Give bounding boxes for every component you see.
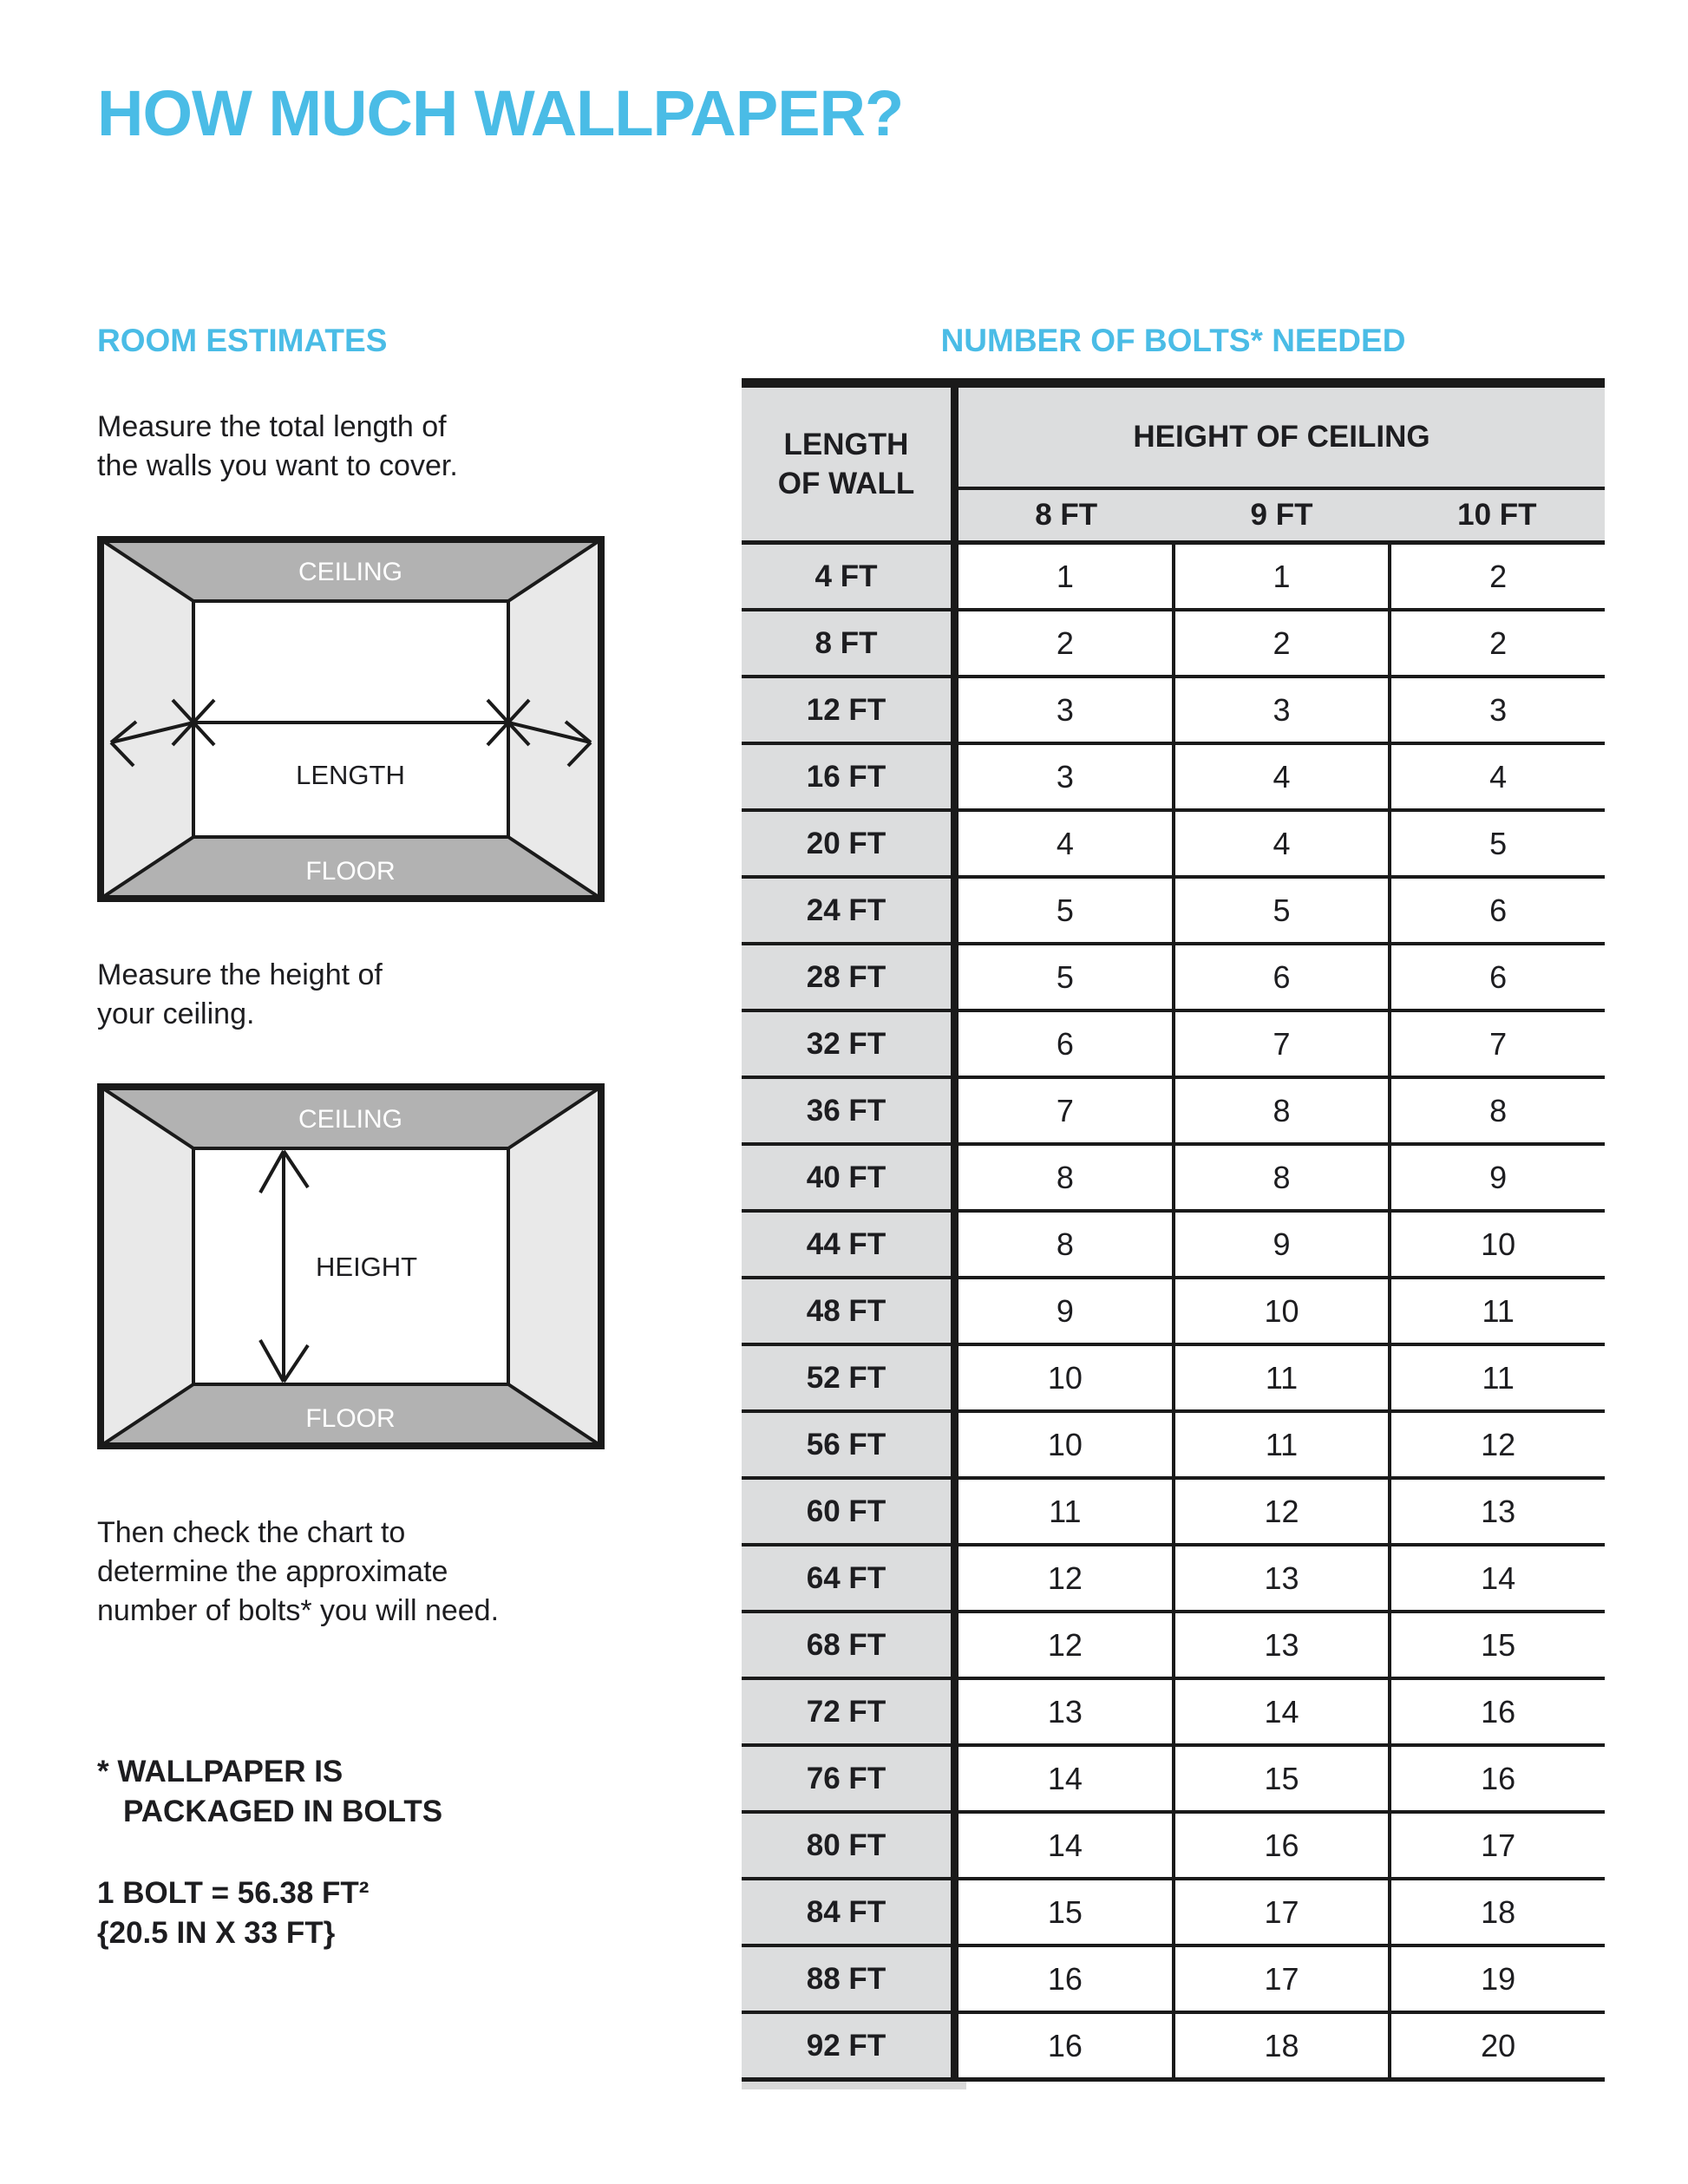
row-label-wall-length: 76 FT xyxy=(742,1747,958,1810)
bolts-value-8ft: 15 xyxy=(958,1880,1172,1944)
table-header-right xyxy=(958,388,1605,540)
footnote-line: PACKAGED IN BOLTS xyxy=(123,1795,443,1828)
row-label-wall-length: 12 FT xyxy=(742,678,958,742)
bolts-value-10ft: 11 xyxy=(1388,1346,1605,1409)
bolts-value-10ft: 19 xyxy=(1388,1947,1605,2011)
table-row xyxy=(742,945,1605,1012)
row-label-wall-length: 48 FT xyxy=(742,1279,958,1343)
row-label-wall-length: 92 FT xyxy=(742,2014,958,2077)
bolts-value-8ft: 1 xyxy=(958,545,1172,608)
bolts-value-10ft: 13 xyxy=(1388,1480,1605,1543)
table-row xyxy=(742,611,1605,678)
row-label-wall-length: 72 FT xyxy=(742,1680,958,1743)
table-bottom-stub xyxy=(742,2082,966,2089)
length-label: LENGTH xyxy=(296,760,405,790)
bolt-table xyxy=(742,378,1605,2089)
bolts-value-9ft: 18 xyxy=(1172,2014,1389,2077)
bolts-value-9ft: 2 xyxy=(1172,611,1389,675)
bolts-value-9ft: 16 xyxy=(1172,1814,1389,1877)
table-row xyxy=(742,1546,1605,1613)
bolts-value-10ft: 6 xyxy=(1388,945,1605,1009)
bolts-value-10ft: 17 xyxy=(1388,1814,1605,1877)
bolts-value-8ft: 16 xyxy=(958,2014,1172,2077)
row-label-wall-length: 36 FT xyxy=(742,1079,958,1142)
bolts-value-9ft: 11 xyxy=(1172,1346,1389,1409)
bolt-size-line: 1 BOLT = 56.38 FT² xyxy=(97,1876,370,1910)
table-row xyxy=(742,1613,1605,1680)
table-row xyxy=(742,879,1605,945)
bolts-footnote xyxy=(97,1752,626,1832)
row-label-wall-length: 40 FT xyxy=(742,1146,958,1209)
bolts-value-8ft: 3 xyxy=(958,678,1172,742)
bolts-value-8ft: 3 xyxy=(958,745,1172,808)
bolt-table-body xyxy=(742,545,1605,2082)
table-row xyxy=(742,812,1605,879)
bolts-value-10ft: 4 xyxy=(1388,745,1605,808)
bolts-value-8ft: 10 xyxy=(958,1346,1172,1409)
bolts-value-10ft: 14 xyxy=(1388,1546,1605,1610)
bolts-value-9ft: 5 xyxy=(1172,879,1389,942)
table-row xyxy=(742,745,1605,812)
bolts-value-8ft: 7 xyxy=(958,1079,1172,1142)
bolts-value-10ft: 2 xyxy=(1388,611,1605,675)
bolts-value-10ft: 12 xyxy=(1388,1413,1605,1476)
bolts-value-9ft: 17 xyxy=(1172,1880,1389,1944)
row-label-wall-length: 24 FT xyxy=(742,879,958,942)
bolts-value-9ft: 9 xyxy=(1172,1213,1389,1276)
bolts-value-8ft: 5 xyxy=(958,945,1172,1009)
instruction-measure-length xyxy=(97,408,626,486)
bolts-value-10ft: 8 xyxy=(1388,1079,1605,1142)
table-row xyxy=(742,1680,1605,1747)
bolts-needed-section xyxy=(742,323,1605,2089)
bolts-value-8ft: 11 xyxy=(958,1480,1172,1543)
table-row xyxy=(742,1079,1605,1146)
room-diagram-height xyxy=(97,1083,605,1449)
bolts-value-9ft: 6 xyxy=(1172,945,1389,1009)
bolts-value-8ft: 4 xyxy=(958,812,1172,875)
row-label-wall-length: 80 FT xyxy=(742,1814,958,1877)
row-label-wall-length: 64 FT xyxy=(742,1546,958,1610)
table-row xyxy=(742,1947,1605,2014)
bolts-value-10ft: 16 xyxy=(1388,1680,1605,1743)
row-label-wall-length: 60 FT xyxy=(742,1480,958,1543)
bolts-value-8ft: 12 xyxy=(958,1613,1172,1677)
column-header-8ft: 8 FT xyxy=(1035,498,1098,532)
column-header-10ft: 10 FT xyxy=(1457,498,1537,532)
table-row xyxy=(742,1146,1605,1213)
room-estimates-section xyxy=(97,323,626,1953)
back-wall-surface xyxy=(193,601,508,837)
bolts-value-9ft: 7 xyxy=(1172,1012,1389,1076)
bolts-value-9ft: 1 xyxy=(1172,545,1389,608)
row-label-wall-length: 84 FT xyxy=(742,1880,958,1944)
bolts-value-10ft: 3 xyxy=(1388,678,1605,742)
bolts-value-8ft: 14 xyxy=(958,1814,1172,1877)
table-row xyxy=(742,1480,1605,1546)
bolts-value-8ft: 16 xyxy=(958,1947,1172,2011)
table-row xyxy=(742,1279,1605,1346)
instruction-check-chart xyxy=(97,1514,626,1631)
row-label-wall-length: 52 FT xyxy=(742,1346,958,1409)
corner-line: OF WALL xyxy=(777,467,915,500)
bolts-value-10ft: 6 xyxy=(1388,879,1605,942)
floor-label: FLOOR xyxy=(305,1404,396,1433)
bolts-value-8ft: 5 xyxy=(958,879,1172,942)
room-diagram-length xyxy=(97,536,605,902)
row-label-wall-length: 20 FT xyxy=(742,812,958,875)
bolts-value-8ft: 14 xyxy=(958,1747,1172,1810)
table-row xyxy=(742,1413,1605,1480)
instruction-line: Measure the total length of xyxy=(97,410,447,443)
column-header-9ft: 9 FT xyxy=(1250,498,1313,532)
bolts-value-8ft: 2 xyxy=(958,611,1172,675)
bolts-value-10ft: 7 xyxy=(1388,1012,1605,1076)
ceiling-label: CEILING xyxy=(298,1105,403,1134)
bolts-value-9ft: 17 xyxy=(1172,1947,1389,2011)
row-label-wall-length: 88 FT xyxy=(742,1947,958,2011)
table-row xyxy=(742,1012,1605,1079)
row-label-wall-length: 56 FT xyxy=(742,1413,958,1476)
page-title: HOW MUCH WALLPAPER? xyxy=(97,77,904,149)
table-subheader-row xyxy=(958,490,1605,540)
row-label-wall-length: 8 FT xyxy=(742,611,958,675)
row-label-wall-length: 32 FT xyxy=(742,1012,958,1076)
bolts-value-10ft: 15 xyxy=(1388,1613,1605,1677)
bolt-size-line: {20.5 IN X 33 FT} xyxy=(97,1916,336,1950)
table-row xyxy=(742,1346,1605,1413)
instruction-line: number of bolts* you will need. xyxy=(97,1594,500,1627)
bolts-value-9ft: 13 xyxy=(1172,1613,1389,1677)
instruction-line: your ceiling. xyxy=(97,997,255,1030)
row-label-wall-length: 68 FT xyxy=(742,1613,958,1677)
bolts-value-10ft: 18 xyxy=(1388,1880,1605,1944)
bolts-value-8ft: 12 xyxy=(958,1546,1172,1610)
bolts-value-10ft: 9 xyxy=(1388,1146,1605,1209)
table-row xyxy=(742,2014,1605,2082)
corner-line: LENGTH xyxy=(783,428,909,461)
table-row xyxy=(742,1213,1605,1279)
bolts-value-9ft: 4 xyxy=(1172,745,1389,808)
instruction-line: Measure the height of xyxy=(97,958,383,991)
instruction-line: Then check the chart to xyxy=(97,1516,406,1549)
bolts-value-9ft: 3 xyxy=(1172,678,1389,742)
bolts-value-8ft: 8 xyxy=(958,1213,1172,1276)
bolts-value-10ft: 5 xyxy=(1388,812,1605,875)
bolts-value-10ft: 20 xyxy=(1388,2014,1605,2077)
floor-label: FLOOR xyxy=(305,857,396,886)
instruction-line: determine the approximate xyxy=(97,1555,448,1588)
bolts-value-8ft: 10 xyxy=(958,1413,1172,1476)
row-label-wall-length: 16 FT xyxy=(742,745,958,808)
bolts-value-9ft: 8 xyxy=(1172,1146,1389,1209)
bolts-value-8ft: 6 xyxy=(958,1012,1172,1076)
bolts-value-9ft: 13 xyxy=(1172,1546,1389,1610)
column-group-header-height-of-ceiling: HEIGHT OF CEILING xyxy=(958,388,1605,490)
bolts-value-10ft: 10 xyxy=(1388,1213,1605,1276)
footnote-line: * WALLPAPER IS xyxy=(97,1755,343,1788)
table-row xyxy=(742,1814,1605,1880)
row-label-wall-length: 44 FT xyxy=(742,1213,958,1276)
bolts-table-heading: NUMBER OF BOLTS* NEEDED xyxy=(940,323,1406,358)
table-row xyxy=(742,1747,1605,1814)
bolts-value-9ft: 11 xyxy=(1172,1413,1389,1476)
height-label: HEIGHT xyxy=(316,1252,418,1282)
bolts-value-10ft: 2 xyxy=(1388,545,1605,608)
table-row xyxy=(742,545,1605,611)
table-row xyxy=(742,1880,1605,1947)
table-top-bar xyxy=(742,378,1605,388)
bolts-value-10ft: 16 xyxy=(1388,1747,1605,1810)
bolts-value-9ft: 8 xyxy=(1172,1079,1389,1142)
bolt-size-info xyxy=(97,1873,626,1953)
ceiling-label: CEILING xyxy=(298,558,403,586)
bolts-value-10ft: 11 xyxy=(1388,1279,1605,1343)
row-label-wall-length: 28 FT xyxy=(742,945,958,1009)
row-label-wall-length: 4 FT xyxy=(742,545,958,608)
instruction-measure-height xyxy=(97,956,626,1034)
bolts-value-9ft: 4 xyxy=(1172,812,1389,875)
bolts-value-9ft: 14 xyxy=(1172,1680,1389,1743)
bolts-value-8ft: 8 xyxy=(958,1146,1172,1209)
table-row xyxy=(742,678,1605,745)
bolts-value-9ft: 15 xyxy=(1172,1747,1389,1810)
column-header-length-of-wall xyxy=(742,388,958,540)
instruction-line: the walls you want to cover. xyxy=(97,449,458,482)
table-header xyxy=(742,388,1605,545)
bolts-value-8ft: 13 xyxy=(958,1680,1172,1743)
bolts-value-9ft: 10 xyxy=(1172,1279,1389,1343)
room-estimates-heading: ROOM ESTIMATES xyxy=(97,323,388,358)
bolts-value-8ft: 9 xyxy=(958,1279,1172,1343)
bolts-value-9ft: 12 xyxy=(1172,1480,1389,1543)
